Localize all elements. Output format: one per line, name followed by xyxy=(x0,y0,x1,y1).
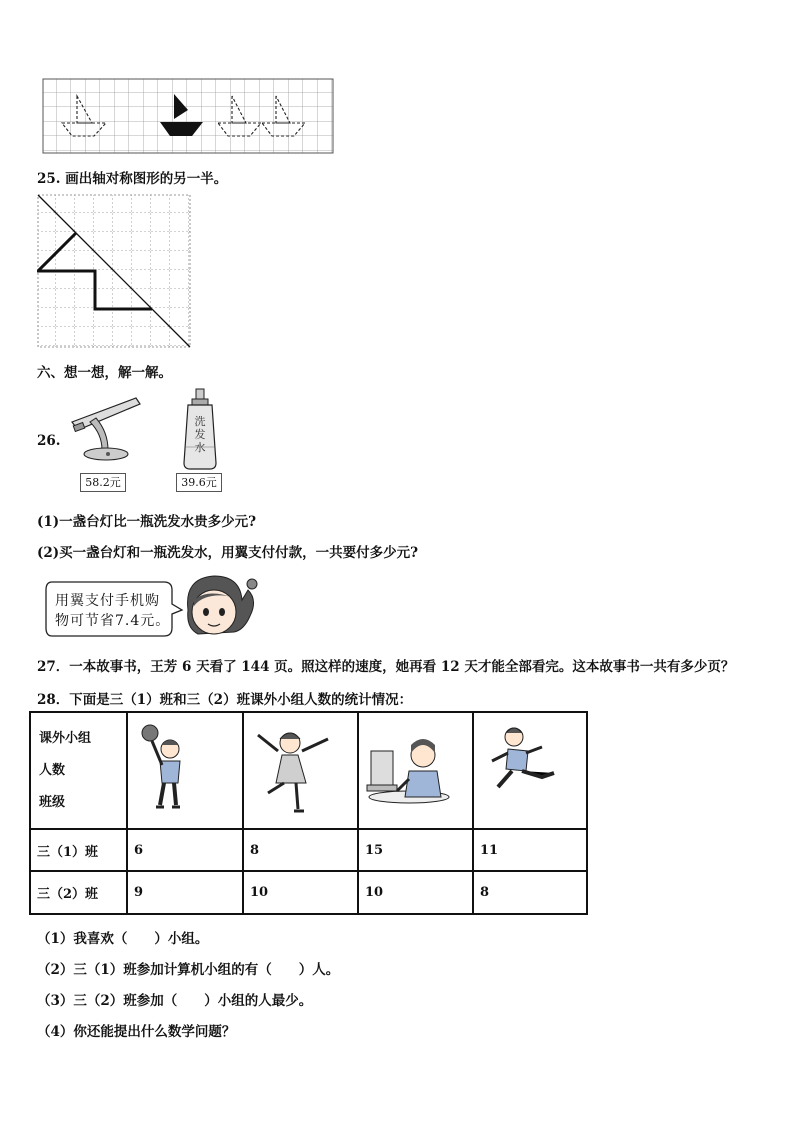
question-26-part-1: (1)一盏台灯比一瓶洗发水贵多少元? xyxy=(37,514,257,530)
girl-icon xyxy=(178,570,258,642)
activity-basketball xyxy=(127,712,243,829)
section-title: 六、想一想，解一解。 xyxy=(37,365,172,381)
shampoo-price: 39.6元 xyxy=(176,473,222,492)
dance-icon xyxy=(250,721,336,817)
table-diagonal-lines xyxy=(31,713,123,829)
question-number: 25. xyxy=(37,171,61,187)
activity-running xyxy=(473,712,587,829)
basketball-icon xyxy=(134,721,194,817)
running-icon xyxy=(480,721,560,817)
table-row xyxy=(30,871,587,914)
value-cell: 15 xyxy=(358,829,473,871)
computer-icon xyxy=(365,721,457,817)
table-row xyxy=(30,829,587,871)
question-28-title: 28．下面是三（1）班和三（2）班课外小组人数的统计情况： xyxy=(37,692,413,708)
question-28-part-1: （1）我喜欢（ ）小组。 xyxy=(37,931,209,947)
value-cell: 10 xyxy=(358,871,473,914)
lamp-price: 58.2元 xyxy=(80,473,126,492)
question-28-part-3: （3）三（2）班参加（ ）小组的人最少。 xyxy=(37,993,313,1009)
diagonal-header-cell: 课外小组 人数 班级 xyxy=(30,712,127,829)
class-name-cell: 三（1）班 xyxy=(30,829,127,871)
activity-computer xyxy=(358,712,473,829)
question-25 xyxy=(37,167,227,187)
value-cell: 6 xyxy=(127,829,243,871)
value-cell: 8 xyxy=(473,871,587,914)
question-26-number: 26. xyxy=(37,433,61,449)
boat-grid-figure xyxy=(42,78,334,154)
speech-bubble-text: 用翼支付手机购 物可节省7.4元。 xyxy=(55,593,171,629)
question-text: 画出轴对称图形的另一半。 xyxy=(65,171,228,187)
shampoo-label: 洗 发 水 xyxy=(194,415,206,454)
desk-lamp-illustration xyxy=(66,392,146,467)
question-27: 27．一本故事书，王芳 6 天看了 144 页。照这样的速度，她再看 12 天才能全部看完。这本故事书一共有多少页？ xyxy=(37,659,735,675)
class-name-cell: 三（2）班 xyxy=(30,871,127,914)
question-28-part-4: （4）你还能提出什么数学问题？ xyxy=(37,1024,236,1040)
value-cell: 11 xyxy=(473,829,587,871)
shampoo-bottle xyxy=(176,387,224,471)
value-cell: 8 xyxy=(243,829,358,871)
activity-dance xyxy=(243,712,358,829)
value-cell: 9 xyxy=(127,871,243,914)
symmetry-grid-figure xyxy=(37,194,192,348)
value-cell: 10 xyxy=(243,871,358,914)
question-28-part-2: （2）三（1）班参加计算机小组的有（ ）人。 xyxy=(37,962,340,978)
question-26-part-2: (2)买一盏台灯和一瓶洗发水，用翼支付付款，一共要付多少元? xyxy=(37,545,419,561)
